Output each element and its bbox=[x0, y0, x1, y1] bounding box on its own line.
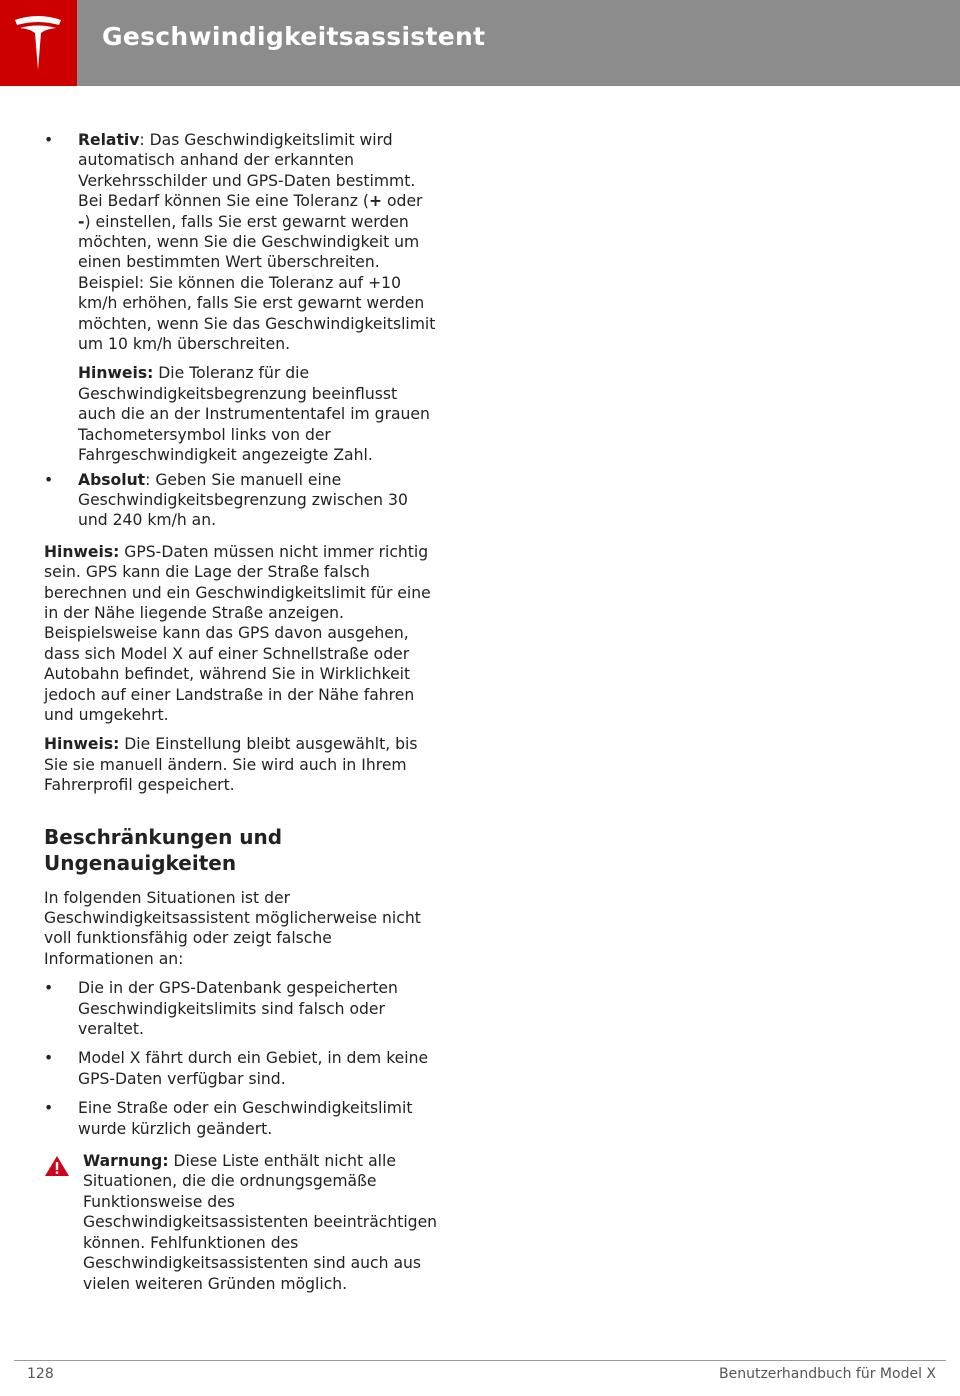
term-absolut: Absolut bbox=[78, 470, 146, 489]
tesla-logo-icon bbox=[13, 14, 63, 72]
term-relativ: Relativ bbox=[78, 131, 140, 149]
footer-divider bbox=[14, 1360, 946, 1361]
list-item-absolut: • Absolut: Geben Sie manuell eine Geschwindigkeitsbegrenzung zwischen 30 und 240 km/h an. bbox=[44, 470, 439, 531]
warning-box: Warnung: Diese Liste enthält nicht alle Situationen, die die ordnungsgemäße Funktionsweise des Geschwindigkeitsassistenten beeinträchtigen können. Fehlfunktionen des Geschwindigkeitsassistenten sind auch aus vielen weiteren Gründen möglich. bbox=[44, 1151, 439, 1294]
list-item-relativ: • Relativ: Das Geschwindigkeitslimit wird automatisch anhand der erkannten Verkehrsschilder und GPS-Daten bestimmt. Bei Bedarf können Sie eine Toleranz (+ oder -) einstellen, falls Sie erst gewarnt werden möchten, wenn Sie die Geschwindigkeit um einen bestimmten Wert überschreiten. Beispiel: Sie können die Toleranz auf +10 km/h erhöhen, falls Sie erst gewarnt werden möchten, wenn Sie das Geschwindigkeitslimit um 10 km/h überschreiten. bbox=[44, 130, 439, 354]
warning-triangle-icon bbox=[44, 1155, 70, 1177]
list-item: • Die in der GPS-Datenbank gespeicherten Geschwindigkeitslimits sind falsch oder veraltet. bbox=[44, 978, 439, 1039]
logo-box bbox=[0, 0, 77, 86]
section-intro: In folgenden Situationen ist der Geschwindigkeitsassistent möglicherweise nicht voll funktionsfähig oder zeigt falsche Informationen an: bbox=[44, 888, 421, 968]
page-title: Geschwindigkeitsassistent bbox=[102, 22, 486, 51]
page-header bbox=[0, 0, 960, 86]
list-item: • Model X fährt durch ein Gebiet, in dem keine GPS-Daten verfügbar sind. bbox=[44, 1048, 439, 1089]
note-gps: Hinweis: GPS-Daten müssen nicht immer richtig sein. GPS kann die Lage der Straße falsch berechnen und ein Geschwindigkeitslimit für eine in der Nähe liegende Straße anzeigen. Beispielsweise kann das GPS davon ausgehen, dass sich Model X auf einer Schnellstraße oder Autobahn befindet, während Sie in Wirklichkeit jedoch auf einer Landstraße in der Nähe fahren und umgekehrt. bbox=[44, 542, 431, 724]
page-number: 128 bbox=[27, 1366, 54, 1382]
section-heading: Beschränkungen und Ungenauigkeiten bbox=[44, 824, 283, 875]
list-item: • Eine Straße oder ein Geschwindigkeitslimit wurde kürzlich geändert. bbox=[44, 1098, 439, 1139]
footer-title: Benutzerhandbuch für Model X bbox=[719, 1366, 936, 1382]
note-setting: Hinweis: Die Einstellung bleibt ausgewählt, bis Sie sie manuell ändern. Sie wird auch in Ihrem Fahrerprofil gespeichert. bbox=[44, 735, 418, 795]
main-content bbox=[44, 130, 439, 1294]
note-tolerance: Hinweis: Die Toleranz für die Geschwindigkeitsbegrenzung beeinflusst auch die an der Instrumententafel im grauen Tachometersymbol links von der Fahrgeschwindigkeit angezeigte Zahl. bbox=[78, 364, 430, 465]
